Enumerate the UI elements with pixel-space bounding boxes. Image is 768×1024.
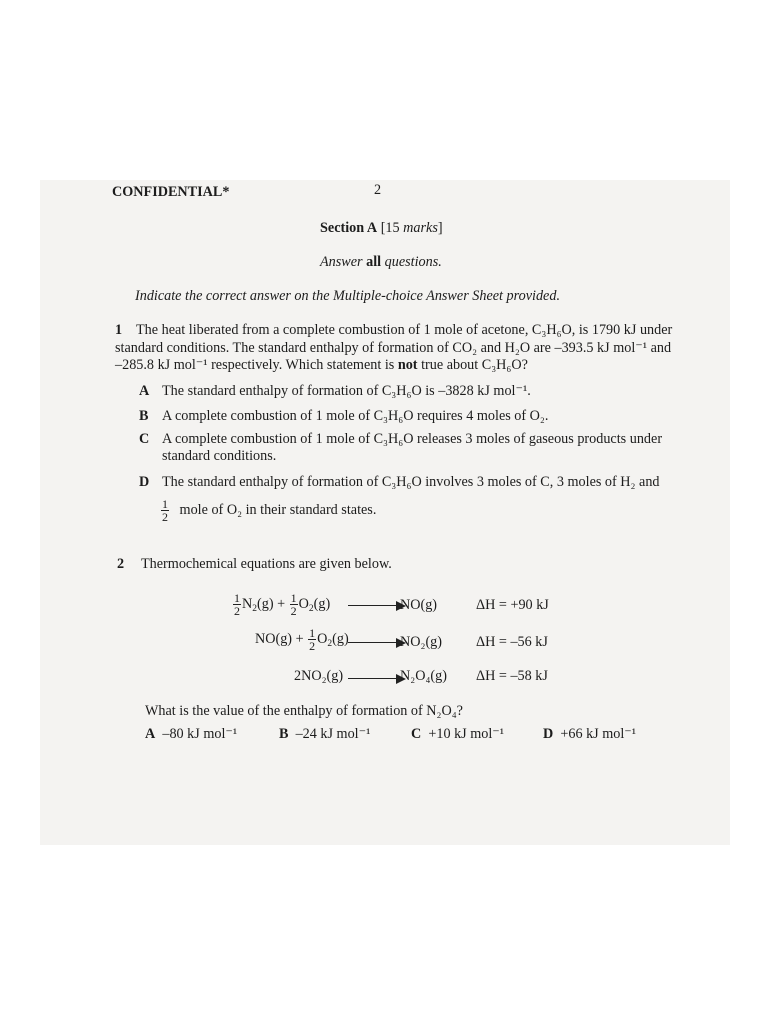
marks-close: ] (437, 220, 443, 236)
q1-option-d-letter: D (139, 474, 150, 490)
q2-option-d (543, 726, 636, 743)
q1-option-d-text-2: mole of O₂ in their standard states. (179, 501, 377, 518)
q1-option-c-text-2: standard conditions. (162, 448, 277, 464)
exam-page (40, 180, 730, 845)
q2-intro: Thermochemical equations are given below. (141, 556, 392, 572)
q2-option-a-text: –80 kJ mol⁻¹ (162, 726, 238, 742)
answer-instruction-post: questions. (381, 254, 442, 270)
equation-3-dh: ΔH = –58 kJ (476, 668, 548, 684)
q2-option-d-letter: D (543, 726, 554, 742)
equation-2-dh: ΔH = –56 kJ (476, 634, 548, 650)
q2-option-b-letter: B (279, 726, 289, 742)
equation-3-reactants: 2NO₂(g) (294, 668, 344, 684)
q2-option-a (145, 726, 237, 743)
equation-1-reactants: $\frac{1}{2}$ $N_2(g)$ + $\frac{1}{2}$ $O_2(g)$ (234, 591, 331, 618)
q1-option-a-letter: A (139, 383, 150, 399)
q1-option-b-text: A complete combustion of 1 mole of C₃H₆O requires 4 moles of O₂. (162, 408, 549, 424)
q1-line-2: standard conditions. The standard enthalpy of formation of CO₂ and H₂O are –393.5 kJ mol⁻¹ and (115, 340, 672, 356)
q2-option-b (279, 726, 370, 743)
equation-2-reactants: NO(g) + $\frac{1}{2}$ $O_2(g)$ (255, 626, 349, 653)
answer-sheet-instruction: Indicate the correct answer on the Multiple-choice Answer Sheet provided. (135, 288, 560, 304)
page-number: 2 (374, 182, 382, 198)
equation-1-product: NO(g) (400, 597, 438, 613)
q2-option-a-letter: A (145, 726, 156, 742)
q1-option-c-text: A complete combustion of 1 mole of C₃H₆O releases 3 moles of gaseous products under (162, 431, 663, 447)
q1-line-3-pre: –285.8 kJ mol⁻¹ respectively. Which statement is (115, 357, 398, 373)
q2-option-c-text: +10 kJ mol⁻¹ (428, 726, 505, 742)
confidential-label: CONFIDENTIAL* (112, 184, 230, 200)
section-title (320, 220, 443, 237)
q1-option-b-letter: B (139, 408, 149, 424)
q2-question: What is the value of the enthalpy of formation of N₂O₄? (145, 703, 463, 719)
marks-label: marks (403, 220, 438, 236)
q1-option-c-letter: C (139, 431, 150, 447)
q1-line-3-bold: not (397, 357, 418, 373)
answer-instruction-pre: Answer (320, 254, 367, 270)
q1-option-d-text: The standard enthalpy of formation of C₃H₆O involves 3 moles of C, 3 moles of H₂ and (162, 474, 660, 490)
q1-option-a-text: The standard enthalpy of formation of C₃H₆O is –3828 kJ mol⁻¹. (162, 383, 531, 399)
q2-option-c (411, 726, 504, 743)
one-half-fraction (161, 498, 169, 523)
q1-number: 1 (115, 322, 123, 338)
equation-2-product: NO₂(g) (400, 634, 442, 650)
q1-line-3 (115, 357, 528, 374)
fraction-denominator: 2 (162, 510, 168, 524)
q2-number: 2 (117, 556, 125, 572)
q2-option-d-text: +66 kJ mol⁻¹ (560, 726, 637, 742)
marks-open: [15 (377, 220, 404, 236)
section-name: Section A (320, 220, 378, 236)
answer-instruction (320, 254, 442, 271)
equation-3-product: N₂O₄(g) (400, 668, 447, 684)
q1-option-d-line-2 (160, 498, 376, 523)
q2-option-b-text: –24 kJ mol⁻¹ (295, 726, 371, 742)
answer-instruction-bold: all (366, 254, 382, 270)
q1-line-1: The heat liberated from a complete combustion of 1 mole of acetone, C₃H₆O, is 1790 kJ under (136, 322, 673, 338)
q2-option-c-letter: C (411, 726, 422, 742)
fraction-numerator: 1 (162, 497, 168, 511)
q1-line-3-post: true about C₃H₆O? (417, 357, 528, 373)
equation-1-dh: ΔH = +90 kJ (476, 597, 549, 613)
